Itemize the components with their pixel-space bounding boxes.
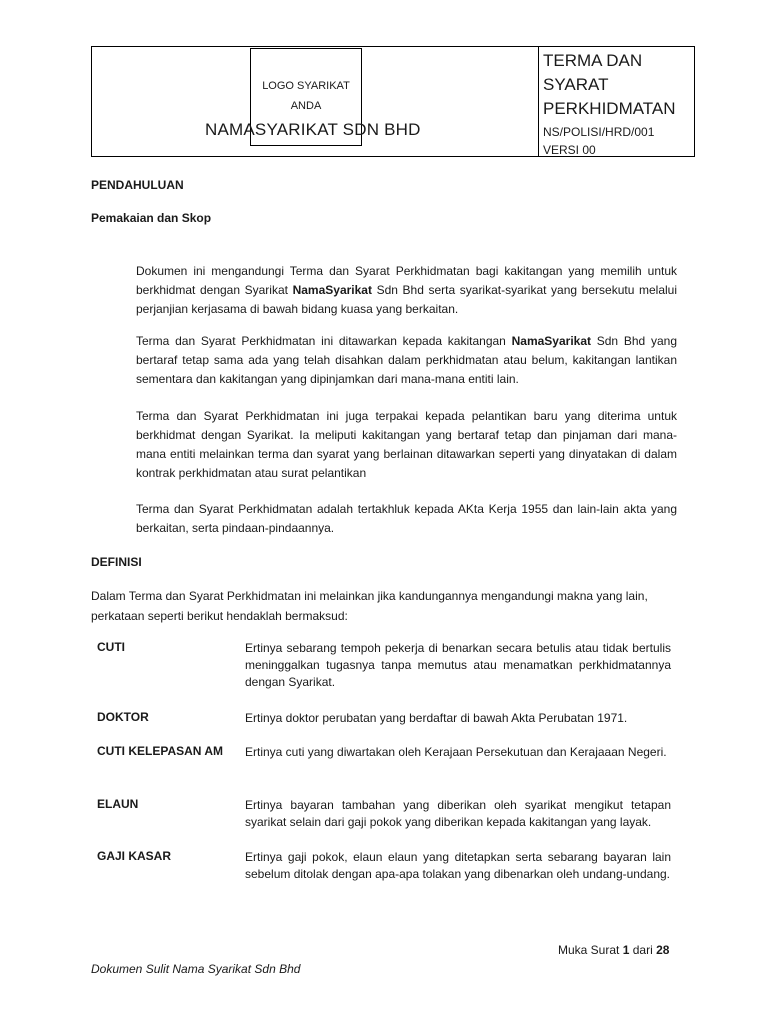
- subheading-scope: Pemakaian dan Skop: [91, 211, 212, 225]
- section-heading-definitions: DEFINISI: [91, 555, 142, 569]
- para-text: Dokumen ini mengandungi Terma dan Syarat Perkhidmatan bagi kakitangan yang memilih untuk berkhidmat dengan Syarikat: [136, 264, 677, 297]
- document-title-line-3: PERKHIDMATAN: [543, 99, 676, 118]
- definition-term: DOKTOR: [97, 710, 149, 724]
- company-name: NAMASYARIKAT SDN BHD: [205, 120, 421, 139]
- definition-term: CUTI KELEPASAN AM: [97, 744, 223, 758]
- document-title-line-1: TERMA DAN: [543, 51, 643, 70]
- intro-paragraph-4: [136, 500, 677, 538]
- para-text: Sdn Bhd yang bertaraf tetap sama ada yang telah disahkan dalam perkhidmatan atau belum, kakitangan lantikan sementara dan kakitangan yang dipinjamkan dari mana-mana entiti lain.: [136, 334, 678, 386]
- confidential-footer: Dokumen Sulit Nama Syarikat Sdn Bhd: [91, 962, 301, 976]
- para-text: Sdn Bhd serta syarikat-syarikat yang bersekutu melalui perjanjian kerjasama di bawah bidang kuasa yang berkaitan.: [136, 283, 677, 316]
- page-current: 1: [622, 943, 630, 957]
- page-label: Muka Surat: [558, 943, 623, 957]
- definitions-intro: Dalam Terma dan Syarat Perkhidmatan ini melainkan jika kandungannya mengandungi makna yang lain, perkataan seperti berikut hendaklah bermaksud:: [91, 589, 648, 623]
- document-version: VERSI 00: [543, 143, 596, 157]
- para-company-bold: NamaSyarikat: [511, 334, 591, 348]
- logo-line-1: LOGO SYARIKAT: [262, 80, 350, 92]
- logo-placeholder-text: [250, 76, 362, 116]
- definition-description: Ertinya bayaran tambahan yang diberikan oleh syarikat mengikut tetapan syarikat selain dari gaji pokok yang diberikan kepada kakitangan yang layak.: [245, 798, 671, 829]
- header-divider: [538, 46, 539, 157]
- logo-line-2: ANDA: [290, 100, 322, 112]
- definition-description: Ertinya cuti yang diwartakan oleh Kerajaan Persekutuan dan Kerajaaan Negeri.: [245, 745, 667, 759]
- para-text: Terma dan Syarat Perkhidmatan adalah tertakhluk kepada AKta Kerja 1955 dan lain-lain akta yang berkaitan, serta pindaan-pindaannya.: [136, 502, 677, 535]
- definition-description: Ertinya gaji pokok, elaun elaun yang ditetapkan serta sebarang bayaran lain sebelum ditolak dengan apa-apa tolakan yang dibenarkan oleh undang-undang.: [245, 850, 671, 881]
- page-number: [558, 943, 669, 957]
- para-text: Terma dan Syarat Perkhidmatan ini ditawarkan kepada kakitangan: [136, 334, 512, 348]
- document-reference: [543, 123, 654, 159]
- intro-paragraph-2: [136, 332, 677, 389]
- definition-description: Ertinya doktor perubatan yang berdaftar di bawah Akta Perubatan 1971.: [245, 711, 628, 725]
- definition-term: GAJI KASAR: [97, 849, 172, 863]
- definition-term: CUTI: [97, 640, 125, 654]
- intro-paragraph-3: [136, 407, 677, 483]
- document-title-line-2: SYARAT: [543, 75, 609, 94]
- para-company-bold: NamaSyarikat: [292, 283, 372, 297]
- definition-term: ELAUN: [97, 797, 139, 811]
- page-total: 28: [656, 943, 670, 957]
- section-heading-introduction: PENDAHULUAN: [91, 178, 184, 192]
- page-separator: dari: [629, 943, 657, 957]
- intro-paragraph-1: [136, 262, 677, 319]
- document-title: [543, 49, 693, 121]
- document-code: NS/POLISI/HRD/001: [543, 125, 655, 139]
- definition-description: Ertinya sebarang tempoh pekerja di benarkan secara betulis atau tidak bertulis meninggalkan tugasnya tanpa memutus atau menamatkan perkhidmatannya dengan Syarikat.: [245, 641, 671, 689]
- para-text: Terma dan Syarat Perkhidmatan ini juga terpakai kepada pelantikan baru yang diterima untuk berkhidmat dengan Syarikat. Ia meliputi kakitangan yang bertaraf tetap dan pinjaman dari mana-mana entiti melainkan terma dan syarat yang berlainan ditawarkan seperti yang dinyatakan di dalam kontrak perkhidmatan atau surat pelantikan: [136, 409, 677, 480]
